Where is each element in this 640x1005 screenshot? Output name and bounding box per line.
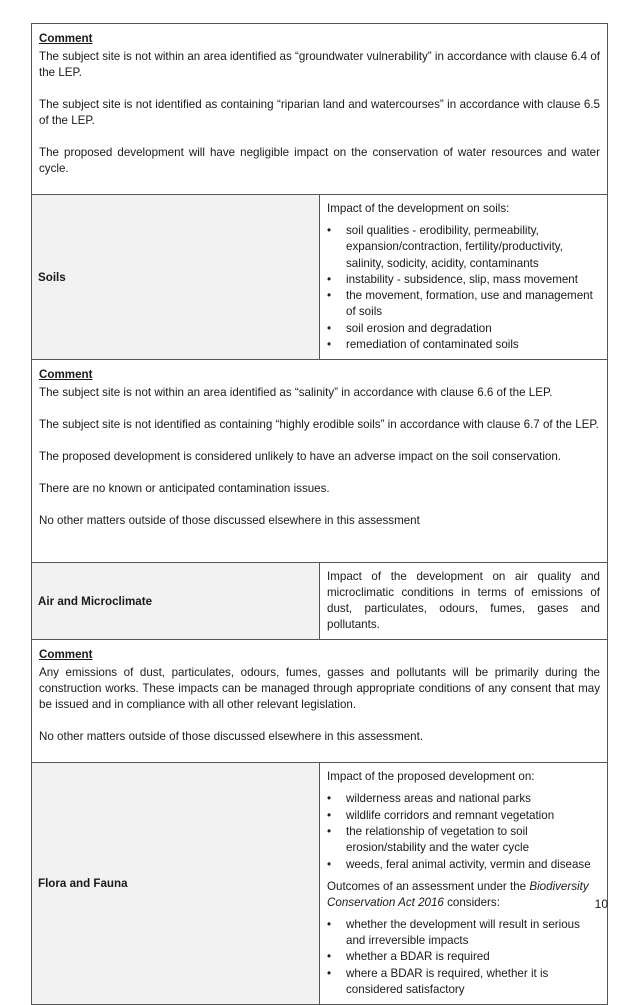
flora-list	[327, 791, 600, 872]
list-item: • the relationship of vegetation to soil erosion/stability and the water cycle	[327, 824, 600, 857]
soils-label: Soils	[32, 195, 320, 360]
list-item: • instability - subsidence, slip, mass movement	[327, 272, 600, 288]
comment-heading: Comment	[39, 368, 93, 382]
flora-row	[32, 763, 608, 1005]
air-row	[32, 563, 608, 640]
air-label: Air and Microclimate	[32, 563, 320, 640]
assessment-table-page	[31, 23, 608, 1005]
list-item: • the movement, formation, use and management of soils	[327, 288, 600, 321]
list-item: • soil erosion and degradation	[327, 321, 600, 337]
outcomes-prefix: Outcomes of an assessment under the	[327, 879, 530, 893]
comment-paragraph: The proposed development will have negligible impact on the conservation of water resources and water cycle.	[39, 146, 600, 175]
outcomes-suffix: considers:	[443, 895, 500, 909]
list-item: • whether a BDAR is required	[327, 949, 600, 965]
list-item: • whether the development will result in serious and irreversible impacts	[327, 917, 600, 950]
comment-row-air	[32, 640, 608, 763]
comment-paragraph: The subject site is not identified as containing “riparian land and watercourses” in accordance with clause 6.5 of the LEP.	[39, 98, 600, 127]
comment-paragraph: No other matters outside of those discussed elsewhere in this assessment.	[39, 730, 424, 744]
comment-paragraph: No other matters outside of those discussed elsewhere in this assessment	[39, 514, 420, 528]
comment-paragraph: The subject site is not within an area identified as “groundwater vulnerability” in accordance with clause 6.4 of the LEP.	[39, 50, 600, 79]
soils-list	[327, 223, 600, 353]
comment-paragraph: Any emissions of dust, particulates, odours, fumes, gasses and pollutants will be primarily during the construction works. These impacts can be managed through appropriate conditions of any consent that may be issued and in compliance with all other relevant legislation.	[39, 666, 600, 712]
list-item: • wildlife corridors and remnant vegetation	[327, 808, 600, 824]
outcomes-act: Biodiversity Conservation Act 2016	[327, 879, 589, 909]
assessment-table	[31, 23, 608, 1005]
soils-row	[32, 195, 608, 360]
comment-heading: Comment	[39, 32, 93, 45]
list-item: • where a BDAR is required, whether it is considered satisfactory	[327, 966, 600, 999]
comment-paragraph: There are no known or anticipated contamination issues.	[39, 482, 330, 496]
comment-row-soils	[32, 360, 608, 563]
flora-intro: Impact of the proposed development on:	[327, 770, 535, 784]
list-item: • remediation of contaminated soils	[327, 337, 600, 353]
flora-label: Flora and Fauna	[32, 763, 320, 1005]
soils-intro: Impact of the development on soils:	[327, 202, 510, 215]
list-item: • weeds, feral animal activity, vermin and disease	[327, 857, 600, 873]
list-item: • soil qualities - erodibility, permeability, expansion/contraction, fertility/productivity, salinity, sodicity, acidity, contaminants	[327, 223, 600, 272]
comment-row-water	[32, 24, 608, 195]
list-item: • wilderness areas and national parks	[327, 791, 600, 807]
flora-outcomes-list	[327, 917, 600, 998]
comment-paragraph: The proposed development is considered unlikely to have an adverse impact on the soil conservation.	[39, 450, 562, 464]
page-number: 10	[594, 897, 608, 911]
air-text: Impact of the development on air quality and microclimatic conditions in terms of emissions of dust, particulates, odours, fumes, gases and pollutants.	[327, 570, 600, 632]
flora-outcomes-intro	[327, 879, 600, 911]
comment-paragraph: The subject site is not identified as containing “highly erodible soils” in accordance with clause 6.7 of the LEP.	[39, 418, 599, 432]
comment-heading: Comment	[39, 648, 93, 662]
comment-paragraph: The subject site is not within an area identified as “salinity” in accordance with clause 6.6 of the LEP.	[39, 386, 553, 400]
